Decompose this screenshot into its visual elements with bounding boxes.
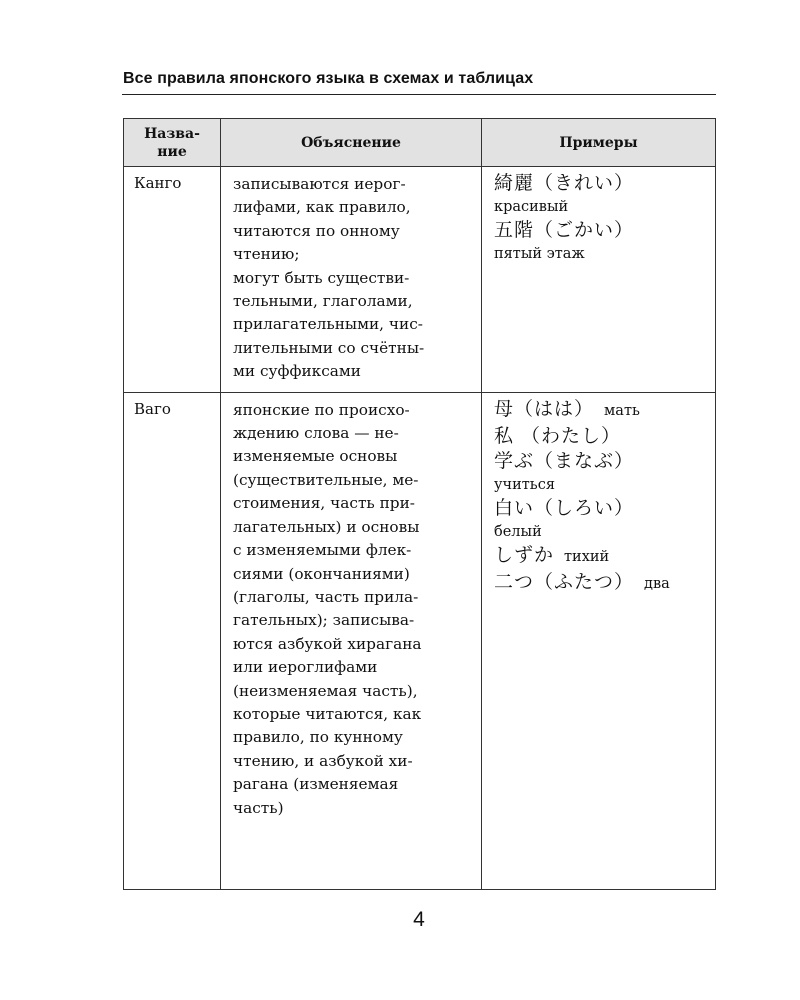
example-translation: учиться [494, 476, 555, 493]
row-name-cell: Ваго [124, 392, 221, 889]
explanation-line: японские по происхо- [233, 400, 410, 419]
explanation-line: лительными со счётны- [233, 338, 425, 357]
example-japanese: 白い（しろい） [494, 496, 635, 519]
example-translation: мать [604, 402, 640, 419]
example-japanese: 五階（ごかい） [494, 219, 635, 241]
explanation-line: рагана (изменяемая [233, 775, 399, 794]
explanation-line: ми суффиксами [233, 362, 362, 381]
column-header-explanation: Объяснение [221, 119, 482, 167]
explanation-line: стоимения, часть при- [233, 494, 415, 513]
explanation-line: изменяемые основы [233, 447, 398, 466]
explanation-line: сиями (окончаниями) [233, 564, 410, 583]
example-japanese: 私 （わたし） [494, 424, 622, 447]
explanation-line: или иероглифами [233, 658, 378, 677]
example-translation: белый [494, 523, 542, 540]
explanation-line: с изменяемыми флек- [233, 541, 412, 560]
explanation-line: часть) [233, 798, 284, 817]
explanation-line: лифами, как правило, [233, 198, 411, 217]
example-translation: красивый [494, 199, 569, 215]
example-japanese: しずか [494, 543, 555, 566]
explanation-line: читаются по онному [233, 221, 400, 240]
table-header-row [124, 119, 716, 167]
explanation-line: ются азбукой хирагана [233, 634, 422, 653]
column-header-name: Назва- ние [124, 119, 221, 167]
example-translation: тихий [564, 548, 610, 565]
explanation-line: чтению; [233, 245, 300, 264]
example-translation: пятый этаж [494, 246, 585, 262]
example-japanese: 綺麗（きれい） [494, 172, 635, 194]
row-examples-cell [482, 392, 716, 889]
row-name-cell: Канго [124, 167, 221, 393]
explanation-line: могут быть существи- [233, 268, 410, 287]
explanation-line: (неизменяемая часть), [233, 681, 418, 700]
example-item [494, 543, 709, 570]
row-explanation-cell [221, 392, 482, 889]
rules-table [123, 118, 716, 890]
explanation-line: ждению слова — не- [233, 424, 399, 443]
table-row [124, 392, 716, 889]
header-divider [122, 94, 716, 95]
explanation-line: гательных); записыва- [233, 611, 415, 630]
explanation-line: (глаголы, часть прила- [233, 587, 419, 606]
example-item [494, 570, 709, 597]
explanation-line: лагательных) и основы [233, 517, 420, 536]
explanation-line: тельными, глаголами, [233, 292, 413, 311]
example-item [494, 397, 709, 424]
row-examples-cell [482, 167, 716, 393]
table-row [124, 167, 716, 393]
example-japanese: 母（はは） [494, 397, 595, 420]
explanation-line: которые читаются, как [233, 704, 422, 723]
example-japanese: 学ぶ（まなぶ） [494, 449, 635, 472]
explanation-line: прилагательными, чис- [233, 315, 423, 334]
row-explanation-cell [221, 167, 482, 393]
example-translation: два [644, 575, 670, 592]
example-japanese: 二つ（ふたつ） [494, 570, 635, 593]
explanation-line: чтению, и азбукой хи- [233, 751, 413, 770]
column-header-examples: Примеры [482, 119, 716, 167]
explanation-line: (существительные, ме- [233, 470, 419, 489]
explanation-line: записываются иерог- [233, 175, 406, 193]
explanation-line: правило, по кунному [233, 728, 403, 747]
running-header-title: Все правила японского языка в схемах и таблицах [123, 70, 534, 87]
page-number: 4 [413, 908, 425, 931]
